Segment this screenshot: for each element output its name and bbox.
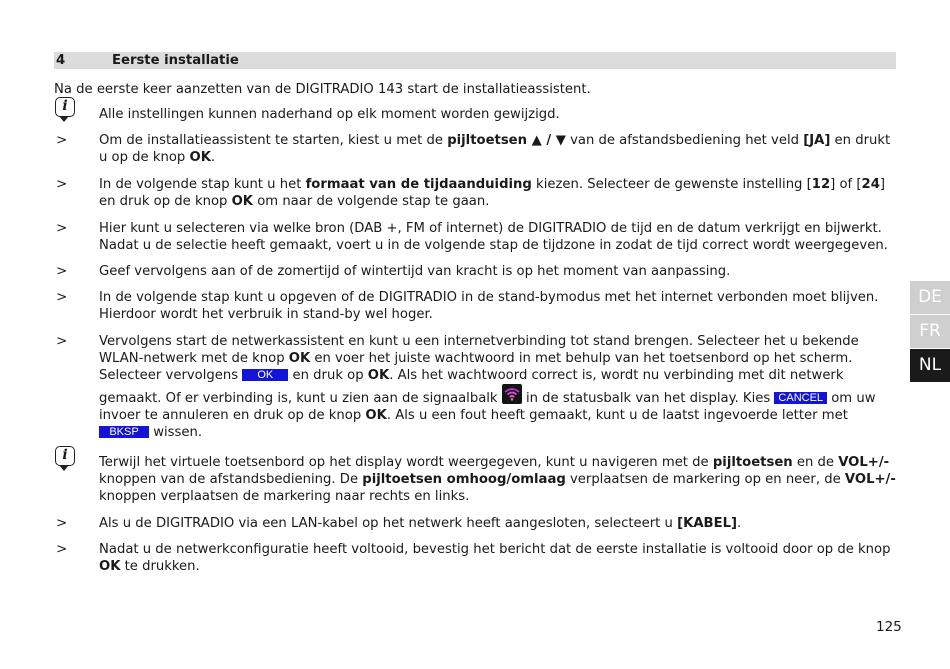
section-heading (54, 52, 896, 69)
info-note-icon: i (55, 446, 75, 466)
list-item: Vervolgens start de netwerkassistent en kunt u een internetverbinding tot stand brengen. Selecteer het u bekende WLAN-netwerk met de knop OK en voer het juiste wachtwoord in met behulp van het toetsenbord op het scherm. Selecteer vervolgens OK en druk op OK. Als het wachtwoord correct is, wordt nu verbinding met dit netwerk gemaakt. Of er verbinding is, kunt u zien aan de signaalbalk in de statusbalk van het display. Kies CANCEL om uw invoer te annuleren en druk op de knop OK. Als u een fout heeft gemaakt, kunt u de laatst ingevoerde letter met BKSP wissen. (99, 334, 876, 440)
list-item: Om de installatieassistent te starten, kiest u met de pijltoetsen ▲ / ▼ van de afstandsbediening het veld [JA] en drukt u op de knop OK. (99, 133, 891, 165)
list-marker: > (56, 132, 68, 148)
list-item: Als u de DIGITRADIO via een LAN-kabel op het netwerk heeft aangesloten, selecteert u [KABEL]. (99, 516, 742, 531)
cancel-key-label: CANCEL (774, 392, 827, 404)
list-marker: > (56, 289, 68, 305)
language-tabs (910, 281, 950, 383)
ok-key-label: OK (242, 369, 288, 381)
list-marker: > (56, 541, 68, 557)
list-item: Hier kunt u selecteren via welke bron (DAB +, FM of internet) de DIGITRADIO de tijd en de datum verkrijgt en bijwerkt. Nadat u de selectie heeft gemaakt, voert u in de volgende stap de tijdzone in zodat de tijd correct wordt weergegeven. (99, 221, 888, 253)
list-marker: > (56, 220, 68, 236)
bksp-key-label: BKSP (99, 426, 149, 438)
list-marker: > (56, 263, 68, 279)
list-item: Geef vervolgens aan of de zomertijd of wintertijd van kracht is op het moment van aanpassing. (99, 264, 731, 279)
section-number: 4 (56, 53, 66, 68)
language-tab-nl[interactable]: NL (910, 349, 950, 382)
list-marker: > (56, 515, 68, 531)
list-item: In de volgende stap kunt u opgeven of de DIGITRADIO in de stand-bymodus met het internet verbonden moet blijven. Hierdoor wordt het verbruik in stand-by wel hoger. (99, 290, 879, 322)
language-tab-de[interactable]: DE (910, 281, 950, 314)
list-marker: > (56, 333, 68, 349)
section-title: Eerste installatie (112, 53, 239, 68)
list-marker: > (56, 176, 68, 192)
page-number: 125 (876, 619, 902, 635)
info-note-icon: i (55, 97, 75, 117)
list-item: Nadat u de netwerkconfiguratie heeft voltooid, bevestig het bericht dat de eerste installatie is voltooid door op de knop OK te drukken. (99, 542, 891, 574)
list-item: In de volgende stap kunt u het formaat van de tijdaanduiding kiezen. Selecteer de gewenste instelling [12] of [24] en druk op de knop OK om naar de volgende stap te gaan. (99, 177, 886, 209)
note-text: Terwijl het virtuele toetsenbord op het display wordt weergegeven, kunt u navigeren met de pijltoetsen en de VOL+/- knoppen van de afstandsbediening. De pijltoetsen omhoog/omlaag verplaatsen de markering op en neer, de VOL+/- knoppen verplaatsen de markering naar rechts en links. (99, 455, 896, 504)
note-text: Alle instellingen kunnen naderhand op elk moment worden gewijzigd. (99, 107, 560, 122)
language-tab-fr[interactable]: FR (910, 315, 950, 348)
intro-text: Na de eerste keer aanzetten van de DIGITRADIO 143 start de installatieassistent. (54, 82, 591, 97)
wifi-signal-icon (502, 384, 522, 404)
